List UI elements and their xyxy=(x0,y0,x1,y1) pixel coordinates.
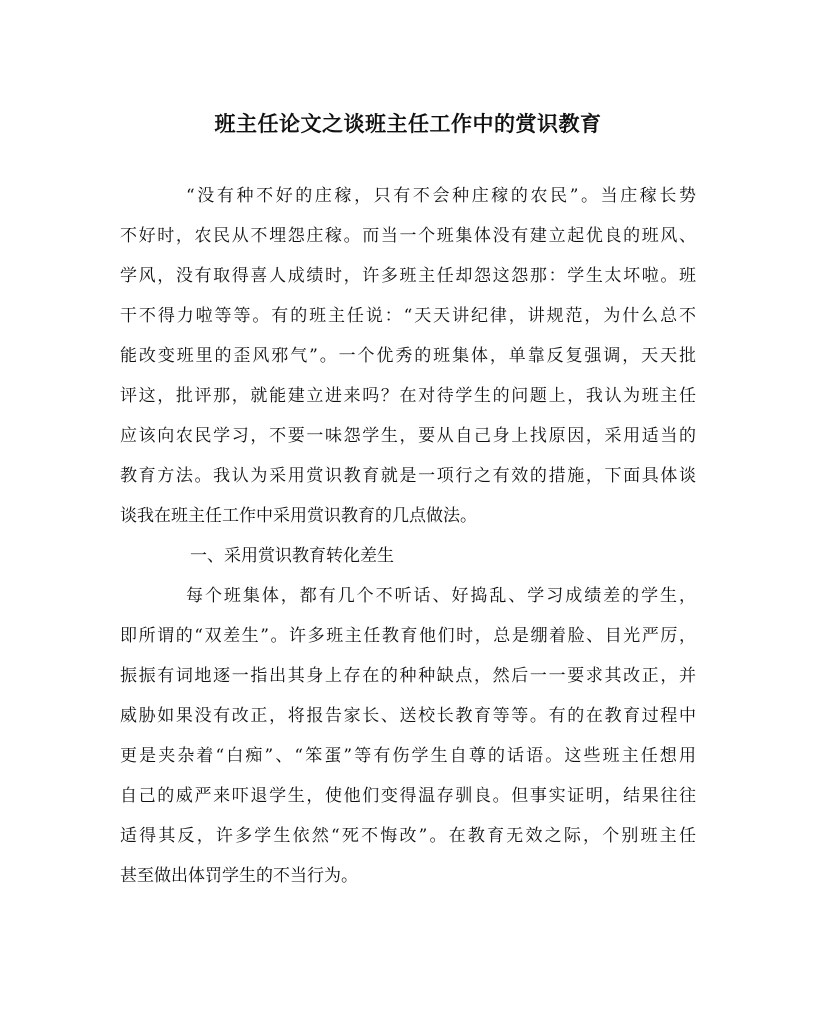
paragraph-line: 应该向农民学习，不要一味怨学生，要从自己身上找原因，采用适当的 xyxy=(120,426,696,446)
paragraph-line: 更是夹杂着“白痴”、“笨蛋”等有伤学生自尊的话语。这些班主任想用 xyxy=(120,746,696,766)
paragraph-line: 学风，没有取得喜人成绩时，许多班主任却怨这怨那：学生太坏啦。班 xyxy=(120,266,696,286)
paragraph-line: 威胁如果没有改正，将报告家长、送校长教育等等。有的在教育过程中 xyxy=(120,706,696,726)
paragraph-line: 每个班集体，都有几个不听话、好捣乱、学习成绩差的学生， xyxy=(186,586,696,606)
paragraph-line: 适得其反，许多学生依然“死不悔改”。在教育无效之际，个别班主任 xyxy=(120,826,696,846)
paragraph-line: 振振有词地逐一指出其身上存在的种种缺点，然后一一要求其改正，并 xyxy=(120,666,696,686)
paragraph-line: “没有种不好的庄稼，只有不会种庄稼的农民”。当庄稼长势 xyxy=(186,186,696,206)
paragraph-line: 干不得力啦等等。有的班主任说：“天天讲纪律，讲规范，为什么总不 xyxy=(120,306,696,326)
paragraph-line: 谈我在班主任工作中采用赏识教育的几点做法。 xyxy=(120,506,477,526)
paragraph-line: 教育方法。我认为采用赏识教育就是一项行之有效的措施，下面具体谈 xyxy=(120,466,696,486)
paragraph-line: 能改变班里的歪风邪气”。一个优秀的班集体，单靠反复强调，天天批 xyxy=(120,346,696,366)
section-heading: 一、采用赏识教育转化差生 xyxy=(190,546,394,566)
paragraph-line: 即所谓的“双差生”。许多班主任教育他们时，总是绷着脸、目光严厉， xyxy=(120,626,696,646)
paragraph-line: 不好时，农民从不埋怨庄稼。而当一个班集体没有建立起优良的班风、 xyxy=(120,226,696,246)
paragraph-line: 甚至做出体罚学生的不当行为。 xyxy=(120,866,358,886)
paragraph-line: 自己的威严来吓退学生，使他们变得温存驯良。但事实证明，结果往往 xyxy=(120,786,696,806)
document-title: 班主任论文之谈班主任工作中的赏识教育 xyxy=(214,111,602,136)
paragraph-line: 评这，批评那，就能建立进来吗？在对待学生的问题上，我认为班主任 xyxy=(120,386,696,406)
